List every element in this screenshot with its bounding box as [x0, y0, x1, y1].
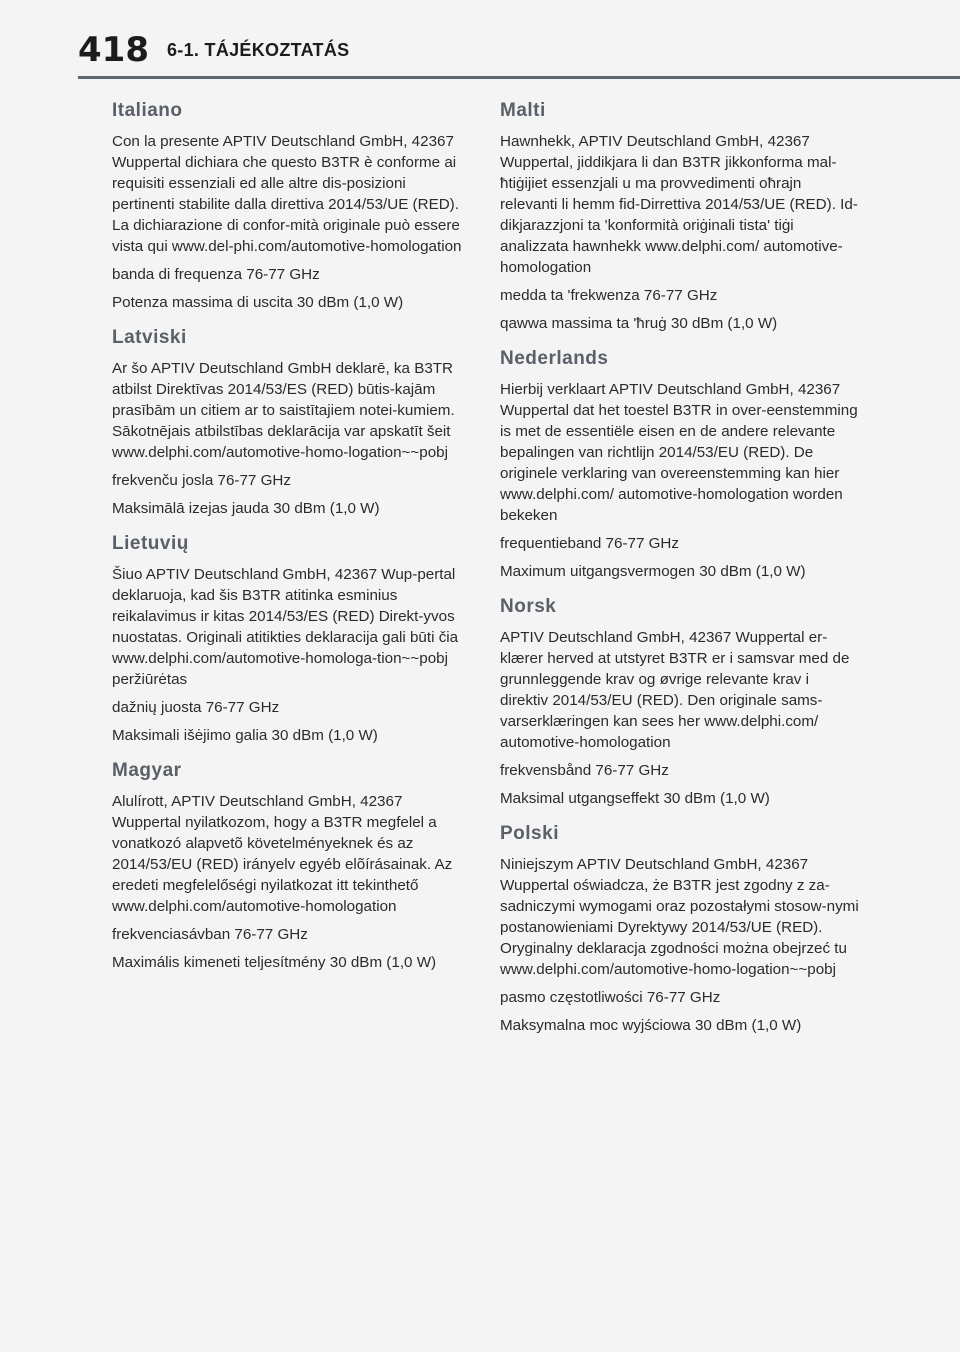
- frequency-band: frekvenču josla 76-77 GHz: [112, 472, 291, 489]
- declaration-text: Hierbij verklaart APTIV Deutschland GmbH, 42367 Wuppertal dat het toestel B3TR in over-eenstemming is met de essentiële eisen en de andere relevante bepalingen van richtlijn 2014/53/EU (RED). De originele verklaring van overeenstemming kan hier www.delphi.com/ automotive-homologation worden bekeken: [500, 381, 858, 524]
- max-output-power: Maximális kimeneti teljesítmény 30 dBm (1,0 W): [112, 954, 437, 971]
- frequency-band: frekvensbånd 76-77 GHz: [500, 762, 669, 779]
- section-heading: Italiano: [112, 100, 183, 121]
- max-output-power: Maksimālā izejas jauda 30 dBm (1,0 W): [112, 500, 380, 517]
- max-output-power: qawwa massima ta 'ħruġ 30 dBm (1,0 W): [500, 315, 778, 332]
- section-heading: Malti: [500, 100, 546, 121]
- page-header: [0, 0, 960, 80]
- frequency-band: pasmo częstotliwości 76-77 GHz: [500, 989, 721, 1006]
- frequency-band: banda di frequenza 76-77 GHz: [112, 266, 320, 283]
- section-heading: Norsk: [500, 596, 557, 617]
- section-norsk: [500, 594, 860, 809]
- frequency-band: frekvenciasávban 76-77 GHz: [112, 926, 308, 943]
- page-number: 418: [78, 30, 149, 70]
- max-output-power: Maximum uitgangsvermogen 30 dBm (1,0 W): [500, 563, 806, 580]
- section-nederlands: [500, 346, 860, 582]
- section-heading: Nederlands: [500, 348, 609, 369]
- section-polski: [500, 821, 860, 1036]
- section-heading: Magyar: [112, 760, 182, 781]
- max-output-power: Maksimali išėjimo galia 30 dBm (1,0 W): [112, 727, 378, 744]
- header-rule: [78, 76, 960, 79]
- declaration-text: Šiuo APTIV Deutschland GmbH, 42367 Wup-pertal deklaruoja, kad šis B3TR atitinka esminius reikalavimus ir kitas 2014/53/ES (RED) Direkt-yvos nuostatas. Originali atitikties deklaracija gali būti čia www.delphi.com/automotive-homologa-tion~~pobj peržiūrėtas: [112, 566, 459, 688]
- section-latviski: [112, 325, 472, 519]
- declaration-text: Hawnhekk, APTIV Deutschland GmbH, 42367 Wuppertal, jiddikjara li dan B3TR jikkonforma mal-ħtiġijiet essenzjali u ma provvedimenti oħrajn relevanti li hemm fid-Dirrettiva 2014/53/UE (RED). Id-dikjarazzjoni ta 'konformità oriġinali tista' tiġi analizzata hawnhekk www.delphi.com/ automotive-homologation: [500, 133, 858, 276]
- section-lietuviu: [112, 531, 472, 746]
- chapter-title: 6-1. TÁJÉKOZTATÁS: [167, 40, 350, 60]
- max-output-power: Potenza massima di uscita 30 dBm (1,0 W): [112, 294, 404, 311]
- max-output-power: Maksymalna moc wyjściowa 30 dBm (1,0 W): [500, 1017, 802, 1034]
- right-column: [500, 98, 860, 1048]
- section-heading: Lietuvių: [112, 533, 189, 554]
- declaration-text: Niniejszym APTIV Deutschland GmbH, 42367 Wuppertal oświadcza, że B3TR jest zgodny z za-sadniczymi wymogami oraz pozostałymi stosow-nymi postanowieniami Dyrektywy 2014/53/UE (RED). Oryginalny deklaracja zgodności można obejrzeć tu www.delphi.com/automotive-homo-logation~~pobj: [500, 856, 859, 978]
- max-output-power: Maksimal utgangseffekt 30 dBm (1,0 W): [500, 790, 770, 807]
- declaration-text: Ar šo APTIV Deutschland GmbH deklarē, ka B3TR atbilst Direktīvas 2014/53/ES (RED) būtis-kajām prasībām un citiem ar to saistītajiem notei-kumiem. Sākotnējais atbilstības deklarācija var apskatīt šeit www.delphi.com/automotive-homo-logation~~pobj: [112, 360, 455, 461]
- declaration-text: Con la presente APTIV Deutschland GmbH, 42367 Wuppertal dichiara che questo B3TR è conforme ai requisiti essenziali ed alle altre dis-posizioni pertinenti stabilite dalla direttiva 2014/53/UE (RED). La dichiarazione di confor-mità originale può essere vista qui www.del-phi.com/automotive-homologation: [112, 133, 462, 255]
- section-malti: [500, 98, 860, 334]
- declaration-text: Alulírott, APTIV Deutschland GmbH, 42367 Wuppertal nyilatkozom, hogy a B3TR megfelel a vonatkozó alapvetõ követelményeknek és az 2014/53/EU (RED) irányelv egyéb elõírásainak. Az eredeti megfelelőségi nyilatkozat itt tekinthető www.delphi.com/automotive-homologation: [112, 793, 453, 915]
- section-heading: Latviski: [112, 327, 187, 348]
- frequency-band: frequentieband 76-77 GHz: [500, 535, 679, 552]
- section-heading: Polski: [500, 823, 559, 844]
- section-italiano: [112, 98, 472, 313]
- frequency-band: dažnių juosta 76-77 GHz: [112, 699, 280, 716]
- declaration-text: APTIV Deutschland GmbH, 42367 Wuppertal er-klærer herved at utstyret B3TR er i samsvar med de grunnleggende krav og øvrige relevante krav i direktiv 2014/53/EU (RED). Den originale sams-varserklæringen kan sees her www.delphi.com/ automotive-homologation: [500, 629, 850, 751]
- left-column: [112, 98, 472, 985]
- section-magyar: [112, 758, 472, 973]
- frequency-band: medda ta 'frekwenza 76-77 GHz: [500, 287, 718, 304]
